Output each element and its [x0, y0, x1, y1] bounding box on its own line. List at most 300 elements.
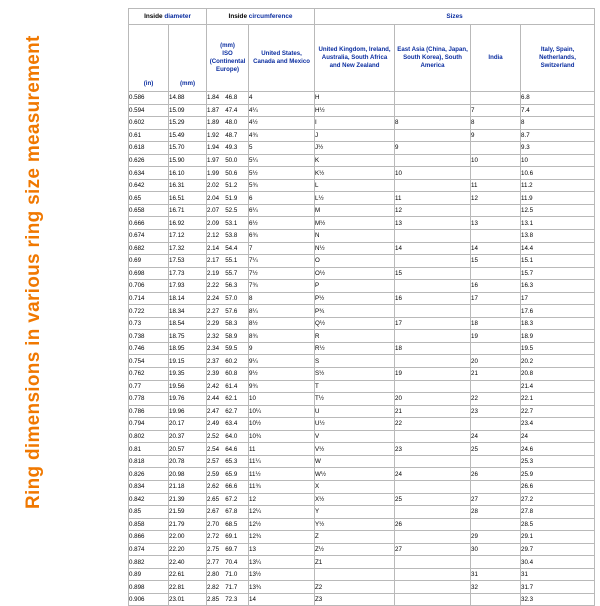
table-row — [129, 568, 595, 581]
cell-italy: 31 — [521, 568, 595, 581]
cell-us: 10½ — [249, 418, 315, 431]
cell-inches: 0.65 — [129, 192, 169, 205]
cell-india: 19 — [471, 330, 521, 343]
cell-italy: 11.2 — [521, 179, 595, 192]
cell-iso: 2.12 53.8 — [207, 230, 249, 243]
cell-iso: 2.49 63.4 — [207, 418, 249, 431]
cell-inches: 0.658 — [129, 204, 169, 217]
cell-mm: 19.96 — [169, 405, 207, 418]
cell-iso: 1.92 48.7 — [207, 129, 249, 142]
cell-italy: 30.4 — [521, 556, 595, 569]
cell-mm: 17.53 — [169, 255, 207, 268]
cell-us: 12¼ — [249, 506, 315, 519]
cell-uk: L½ — [315, 192, 395, 205]
cell-india — [471, 455, 521, 468]
table-row — [129, 556, 595, 569]
cell-east-asia — [395, 480, 471, 493]
cell-iso: 2.29 58.3 — [207, 317, 249, 330]
table-row — [129, 204, 595, 217]
cell-uk: Z2 — [315, 581, 395, 594]
cell-uk: Y½ — [315, 518, 395, 531]
cell-uk: Q½ — [315, 317, 395, 330]
cell-east-asia: 12 — [395, 204, 471, 217]
cell-us: 13¾ — [249, 581, 315, 594]
cell-india: 8 — [471, 117, 521, 130]
cell-inches: 0.866 — [129, 531, 169, 544]
cell-india: 27 — [471, 493, 521, 506]
cell-inches: 0.73 — [129, 317, 169, 330]
cell-us: 8¾ — [249, 330, 315, 343]
cell-us: 7¼ — [249, 255, 315, 268]
table-row — [129, 217, 595, 230]
vertical-title — [0, 0, 64, 600]
cell-us: 5¾ — [249, 179, 315, 192]
cell-mm: 18.34 — [169, 305, 207, 318]
cell-iso: 2.04 51.9 — [207, 192, 249, 205]
table-row — [129, 305, 595, 318]
cell-uk: O½ — [315, 267, 395, 280]
cell-italy: 23.4 — [521, 418, 595, 431]
cell-india: 25 — [471, 443, 521, 456]
cell-italy: 28.5 — [521, 518, 595, 531]
table-row — [129, 493, 595, 506]
cell-inches: 0.802 — [129, 430, 169, 443]
cell-east-asia: 23 — [395, 443, 471, 456]
cell-mm: 21.18 — [169, 480, 207, 493]
cell-mm: 18.75 — [169, 330, 207, 343]
cell-inches: 0.754 — [129, 355, 169, 368]
cell-us: 9¼ — [249, 355, 315, 368]
cell-us: 12¾ — [249, 531, 315, 544]
table-row — [129, 167, 595, 180]
cell-iso: 2.62 66.6 — [207, 480, 249, 493]
cell-italy: 10.6 — [521, 167, 595, 180]
col-header-inches: (in) — [129, 25, 169, 92]
cell-mm: 17.12 — [169, 230, 207, 243]
cell-us: 6¼ — [249, 204, 315, 217]
cell-mm: 20.57 — [169, 443, 207, 456]
cell-uk: X½ — [315, 493, 395, 506]
table-row — [129, 393, 595, 406]
cell-east-asia: 21 — [395, 405, 471, 418]
cell-east-asia — [395, 430, 471, 443]
cell-mm: 22.81 — [169, 581, 207, 594]
col-header-us: United States, Canada and Mexico — [249, 25, 315, 92]
cell-us: 11 — [249, 443, 315, 456]
table-row — [129, 405, 595, 418]
cell-uk: K — [315, 154, 395, 167]
cell-mm: 17.93 — [169, 280, 207, 293]
cell-mm: 18.54 — [169, 317, 207, 330]
cell-east-asia — [395, 280, 471, 293]
cell-india — [471, 556, 521, 569]
table-row — [129, 443, 595, 456]
cell-inches: 0.834 — [129, 480, 169, 493]
cell-east-asia — [395, 305, 471, 318]
table-row — [129, 92, 595, 105]
cell-mm: 15.29 — [169, 117, 207, 130]
cell-india: 13 — [471, 217, 521, 230]
cell-uk: S — [315, 355, 395, 368]
col-header-italy: Italy, Spain, Netherlands, Switzerland — [521, 25, 595, 92]
cell-italy: 22.1 — [521, 393, 595, 406]
cell-east-asia: 14 — [395, 242, 471, 255]
cell-east-asia — [395, 154, 471, 167]
table-row — [129, 129, 595, 142]
cell-east-asia: 25 — [395, 493, 471, 506]
cell-mm: 18.95 — [169, 342, 207, 355]
cell-india — [471, 230, 521, 243]
cell-east-asia — [395, 568, 471, 581]
cell-iso: 2.02 51.2 — [207, 179, 249, 192]
table-row — [129, 468, 595, 481]
cell-italy: 13.1 — [521, 217, 595, 230]
cell-inches: 0.586 — [129, 92, 169, 105]
cell-uk: V — [315, 430, 395, 443]
cell-iso: 2.59 65.9 — [207, 468, 249, 481]
cell-italy: 16.3 — [521, 280, 595, 293]
cell-inches: 0.69 — [129, 255, 169, 268]
cell-mm: 15.70 — [169, 142, 207, 155]
cell-mm: 16.31 — [169, 179, 207, 192]
cell-inches: 0.786 — [129, 405, 169, 418]
cell-inches: 0.618 — [129, 142, 169, 155]
cell-uk: Y — [315, 506, 395, 519]
col-header-iso: (mm) ISO (Continental Europe) — [207, 25, 249, 92]
cell-uk: P¾ — [315, 305, 395, 318]
cell-inches: 0.714 — [129, 292, 169, 305]
cell-italy: 29.7 — [521, 543, 595, 556]
cell-iso: 1.87 47.4 — [207, 104, 249, 117]
cell-india: 12 — [471, 192, 521, 205]
cell-inches: 0.642 — [129, 179, 169, 192]
cell-iso: 2.75 69.7 — [207, 543, 249, 556]
cell-italy: 21.4 — [521, 380, 595, 393]
cell-india — [471, 380, 521, 393]
table-row — [129, 179, 595, 192]
cell-italy: 22.7 — [521, 405, 595, 418]
cell-inches: 0.81 — [129, 443, 169, 456]
cell-east-asia: 27 — [395, 543, 471, 556]
cell-uk: H — [315, 92, 395, 105]
cell-inches: 0.634 — [129, 167, 169, 180]
cell-iso: 2.67 67.8 — [207, 506, 249, 519]
cell-iso: 2.44 62.1 — [207, 393, 249, 406]
cell-italy: 15.7 — [521, 267, 595, 280]
col-header-east-asia: East Asia (China, Japan, South Korea), South America — [395, 25, 471, 92]
cell-inches: 0.842 — [129, 493, 169, 506]
cell-mm: 16.71 — [169, 204, 207, 217]
cell-inches: 0.706 — [129, 280, 169, 293]
cell-india — [471, 518, 521, 531]
cell-uk: I — [315, 117, 395, 130]
cell-iso: 2.57 65.3 — [207, 455, 249, 468]
cell-india: 14 — [471, 242, 521, 255]
cell-mm: 20.17 — [169, 418, 207, 431]
table-row — [129, 543, 595, 556]
cell-inches: 0.698 — [129, 267, 169, 280]
cell-us: 5¼ — [249, 154, 315, 167]
cell-us: 9 — [249, 342, 315, 355]
cell-east-asia: 13 — [395, 217, 471, 230]
cell-inches: 0.762 — [129, 368, 169, 381]
cell-east-asia — [395, 556, 471, 569]
cell-iso: 2.65 67.2 — [207, 493, 249, 506]
table-row — [129, 480, 595, 493]
cell-india: 29 — [471, 531, 521, 544]
cell-iso: 2.72 69.1 — [207, 531, 249, 544]
cell-iso: 2.24 57.0 — [207, 292, 249, 305]
cell-inches: 0.602 — [129, 117, 169, 130]
cell-uk: M½ — [315, 217, 395, 230]
cell-us: 5 — [249, 142, 315, 155]
cell-iso: 2.42 61.4 — [207, 380, 249, 393]
table-row — [129, 280, 595, 293]
ring-size-table — [128, 8, 595, 606]
cell-mm: 19.76 — [169, 393, 207, 406]
cell-uk: Z — [315, 531, 395, 544]
cell-east-asia: 26 — [395, 518, 471, 531]
cell-italy: 20.2 — [521, 355, 595, 368]
cell-us: 11¼ — [249, 455, 315, 468]
cell-italy: 10 — [521, 154, 595, 167]
cell-inches: 0.858 — [129, 518, 169, 531]
cell-iso: 2.09 53.1 — [207, 217, 249, 230]
cell-inches: 0.85 — [129, 506, 169, 519]
cell-east-asia — [395, 92, 471, 105]
cell-italy: 25.9 — [521, 468, 595, 481]
cell-uk: R — [315, 330, 395, 343]
cell-iso: 2.82 71.7 — [207, 581, 249, 594]
cell-italy: 9.3 — [521, 142, 595, 155]
cell-uk: M — [315, 204, 395, 217]
table-row — [129, 292, 595, 305]
cell-east-asia — [395, 104, 471, 117]
cell-india: 28 — [471, 506, 521, 519]
cell-india — [471, 92, 521, 105]
cell-inches: 0.826 — [129, 468, 169, 481]
cell-mm: 16.10 — [169, 167, 207, 180]
cell-uk: Z½ — [315, 543, 395, 556]
cell-mm: 21.39 — [169, 493, 207, 506]
cell-mm: 21.79 — [169, 518, 207, 531]
cell-east-asia — [395, 330, 471, 343]
table-body — [129, 92, 595, 606]
cell-italy: 31.7 — [521, 581, 595, 594]
cell-uk: P½ — [315, 292, 395, 305]
cell-iso: 1.84 46.8 — [207, 92, 249, 105]
table-row — [129, 518, 595, 531]
table-row — [129, 581, 595, 594]
cell-us: 7 — [249, 242, 315, 255]
cell-mm: 16.92 — [169, 217, 207, 230]
cell-india: 7 — [471, 104, 521, 117]
cell-iso: 1.89 48.0 — [207, 117, 249, 130]
cell-mm: 22.00 — [169, 531, 207, 544]
table-row — [129, 242, 595, 255]
cell-uk: H½ — [315, 104, 395, 117]
cell-uk: V½ — [315, 443, 395, 456]
cell-uk: X — [315, 480, 395, 493]
cell-iso: 2.52 64.0 — [207, 430, 249, 443]
cell-east-asia: 22 — [395, 418, 471, 431]
cell-india — [471, 305, 521, 318]
group-header-sizes: Sizes — [315, 9, 595, 25]
table-row — [129, 104, 595, 117]
table-row — [129, 355, 595, 368]
table-row — [129, 368, 595, 381]
cell-iso: 2.07 52.5 — [207, 204, 249, 217]
cell-italy: 6.8 — [521, 92, 595, 105]
cell-iso: 2.54 64.6 — [207, 443, 249, 456]
cell-mm: 22.40 — [169, 556, 207, 569]
cell-inches: 0.794 — [129, 418, 169, 431]
cell-us: 7¾ — [249, 280, 315, 293]
cell-east-asia — [395, 506, 471, 519]
cell-mm: 14.88 — [169, 92, 207, 105]
cell-italy: 15.1 — [521, 255, 595, 268]
cell-italy: 17 — [521, 292, 595, 305]
cell-italy: 20.8 — [521, 368, 595, 381]
cell-uk: W — [315, 455, 395, 468]
cell-east-asia — [395, 255, 471, 268]
cell-iso: 1.94 49.3 — [207, 142, 249, 155]
cell-east-asia: 15 — [395, 267, 471, 280]
table-row — [129, 117, 595, 130]
cell-india: 11 — [471, 179, 521, 192]
cell-italy: 7.4 — [521, 104, 595, 117]
cell-india — [471, 342, 521, 355]
cell-india: 9 — [471, 129, 521, 142]
cell-mm: 20.98 — [169, 468, 207, 481]
cell-iso: 2.70 68.5 — [207, 518, 249, 531]
cell-us: 12½ — [249, 518, 315, 531]
cell-us: 6¾ — [249, 230, 315, 243]
cell-italy: 19.5 — [521, 342, 595, 355]
cell-us: 13¼ — [249, 556, 315, 569]
cell-inches: 0.722 — [129, 305, 169, 318]
cell-us: 7½ — [249, 267, 315, 280]
cell-uk: J½ — [315, 142, 395, 155]
cell-mm: 17.32 — [169, 242, 207, 255]
cell-uk: R½ — [315, 342, 395, 355]
cell-uk: W½ — [315, 468, 395, 481]
cell-us: 9¾ — [249, 380, 315, 393]
cell-india: 21 — [471, 368, 521, 381]
cell-east-asia — [395, 355, 471, 368]
cell-inches: 0.626 — [129, 154, 169, 167]
cell-italy: 18.9 — [521, 330, 595, 343]
cell-inches: 0.778 — [129, 393, 169, 406]
cell-india: 30 — [471, 543, 521, 556]
cell-us: 4¾ — [249, 129, 315, 142]
cell-us: 8¼ — [249, 305, 315, 318]
cell-uk: T½ — [315, 393, 395, 406]
cell-india — [471, 418, 521, 431]
cell-inches: 0.746 — [129, 342, 169, 355]
cell-india — [471, 267, 521, 280]
cell-india — [471, 167, 521, 180]
cell-inches: 0.906 — [129, 593, 169, 606]
cell-mm: 20.37 — [169, 430, 207, 443]
cell-east-asia: 18 — [395, 342, 471, 355]
cell-india — [471, 480, 521, 493]
cell-italy: 13.8 — [521, 230, 595, 243]
cell-iso: 2.47 62.7 — [207, 405, 249, 418]
cell-italy: 24 — [521, 430, 595, 443]
table-row — [129, 430, 595, 443]
cell-iso: 2.37 60.2 — [207, 355, 249, 368]
cell-us: 14 — [249, 593, 315, 606]
table-column-header-row — [129, 25, 595, 92]
cell-mm: 15.90 — [169, 154, 207, 167]
cell-india — [471, 142, 521, 155]
cell-us: 9½ — [249, 368, 315, 381]
cell-inches: 0.674 — [129, 230, 169, 243]
cell-east-asia: 8 — [395, 117, 471, 130]
cell-mm: 21.59 — [169, 506, 207, 519]
cell-inches: 0.594 — [129, 104, 169, 117]
cell-italy: 27.2 — [521, 493, 595, 506]
cell-us: 8½ — [249, 317, 315, 330]
col-header-mm: (mm) — [169, 25, 207, 92]
cell-us: 12 — [249, 493, 315, 506]
cell-mm: 19.56 — [169, 380, 207, 393]
cell-east-asia — [395, 581, 471, 594]
cell-uk: T — [315, 380, 395, 393]
cell-east-asia — [395, 230, 471, 243]
cell-italy: 29.1 — [521, 531, 595, 544]
cell-inches: 0.874 — [129, 543, 169, 556]
cell-east-asia: 20 — [395, 393, 471, 406]
table-row — [129, 317, 595, 330]
col-header-india: India — [471, 25, 521, 92]
cell-india: 20 — [471, 355, 521, 368]
table-row — [129, 230, 595, 243]
cell-italy: 12.5 — [521, 204, 595, 217]
cell-italy: 26.6 — [521, 480, 595, 493]
cell-us: 10¾ — [249, 430, 315, 443]
cell-india: 17 — [471, 292, 521, 305]
cell-mm: 17.73 — [169, 267, 207, 280]
cell-east-asia: 16 — [395, 292, 471, 305]
cell-iso: 2.22 56.3 — [207, 280, 249, 293]
cell-italy: 11.9 — [521, 192, 595, 205]
cell-us: 13½ — [249, 568, 315, 581]
table-row — [129, 506, 595, 519]
cell-uk: K½ — [315, 167, 395, 180]
cell-india — [471, 204, 521, 217]
table-row — [129, 418, 595, 431]
table-row — [129, 154, 595, 167]
cell-inches: 0.818 — [129, 455, 169, 468]
cell-uk: Z1 — [315, 556, 395, 569]
cell-inches: 0.666 — [129, 217, 169, 230]
cell-inches: 0.882 — [129, 556, 169, 569]
cell-mm: 15.09 — [169, 104, 207, 117]
cell-iso: 2.14 54.4 — [207, 242, 249, 255]
cell-italy: 8.7 — [521, 129, 595, 142]
cell-italy: 32.3 — [521, 593, 595, 606]
cell-us: 10¼ — [249, 405, 315, 418]
cell-east-asia: 11 — [395, 192, 471, 205]
cell-east-asia — [395, 531, 471, 544]
cell-italy: 8 — [521, 117, 595, 130]
cell-italy: 27.8 — [521, 506, 595, 519]
cell-india: 32 — [471, 581, 521, 594]
cell-iso: 2.17 55.1 — [207, 255, 249, 268]
cell-india: 10 — [471, 154, 521, 167]
